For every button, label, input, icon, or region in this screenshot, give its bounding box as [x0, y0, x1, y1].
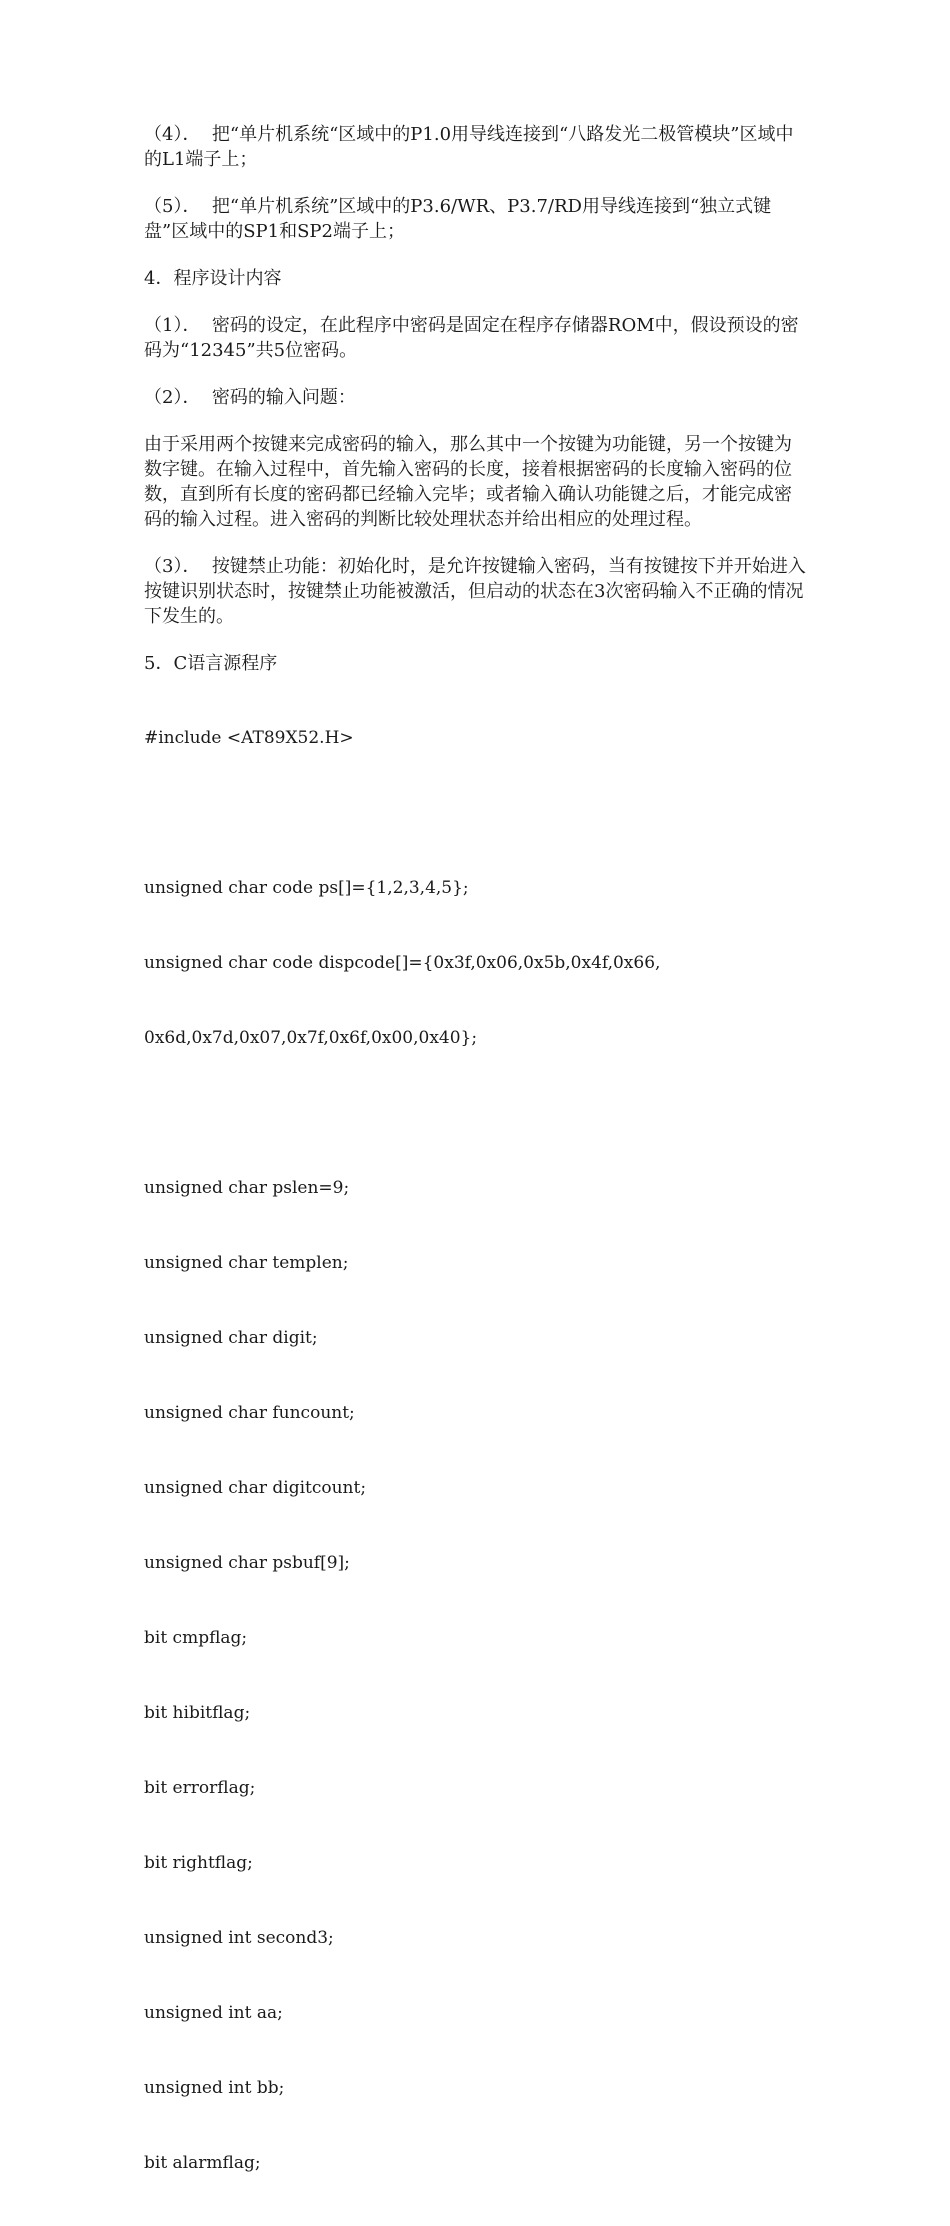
- code-line: bit alarmflag;: [144, 2153, 261, 2173]
- code-line: unsigned char pslen=9;: [144, 1178, 350, 1198]
- code-line: unsigned char funcount;: [144, 1403, 355, 1423]
- code-line: unsigned int second3;: [144, 1928, 334, 1948]
- section-5-title: 5．C语言源程序: [144, 653, 278, 674]
- code-line: unsigned char digit;: [144, 1328, 318, 1348]
- source-code-block: [144, 676, 809, 2226]
- code-line: 0x6d,0x7d,0x07,0x7f,0x6f,0x00,0x40};: [144, 1028, 478, 1048]
- key-disable-paragraph: （3）． 按键禁止功能：初始化时，是允许按键输入密码，当有按键按下并开始进入按键识别状态时，按键禁止功能被激活，但启动的状态在3次密码输入不正确的情况下发生的。: [144, 556, 806, 627]
- code-line: [144, 801, 809, 826]
- code-line: [144, 1101, 809, 1126]
- code-line: unsigned char digitcount;: [144, 1478, 367, 1498]
- code-line: unsigned int bb;: [144, 2078, 285, 2098]
- password-input-heading: （2）． 密码的输入问题：: [144, 387, 356, 408]
- code-line: unsigned int aa;: [144, 2003, 283, 2023]
- code-line: bit errorflag;: [144, 1778, 256, 1798]
- password-setting-paragraph: （1）． 密码的设定，在此程序中密码是固定在程序存储器ROM中，假设预设的密码为“12345”共5位密码。: [144, 315, 799, 361]
- code-line: unsigned char templen;: [144, 1253, 349, 1273]
- document-page: [144, 122, 809, 2226]
- password-input-description: 由于采用两个按键来完成密码的输入，那么其中一个按键为功能键，另一个按键为数字键。在输入过程中，首先输入密码的长度，接着根据密码的长度输入密码的位数，直到所有长度的密码都已经输入完毕；或者输入确认功能键之后，才能完成密码的输入过程。进入密码的判断比较处理状态并给出相应的处理过程。: [144, 434, 792, 530]
- step-4-paragraph: （4）． 把“单片机系统“区域中的P1.0用导线连接到“八路发光二极管模块”区域中的L1端子上；: [144, 124, 794, 170]
- code-line: unsigned char code ps[]={1,2,3,4,5};: [144, 878, 469, 898]
- code-line: bit rightflag;: [144, 1853, 253, 1873]
- code-line: bit hibitflag;: [144, 1703, 251, 1723]
- code-line: unsigned char code dispcode[]={0x3f,0x06,0x5b,0x4f,0x66,: [144, 953, 661, 973]
- code-line: #include <AT89X52.H>: [144, 728, 354, 748]
- code-line: bit cmpflag;: [144, 1628, 248, 1648]
- code-line: unsigned char psbuf[9];: [144, 1553, 350, 1573]
- section-4-title: 4．程序设计内容: [144, 268, 282, 289]
- step-5-paragraph: （5）． 把“单片机系统”区域中的P3.6/WR、P3.7/RD用导线连接到“独立式键盘”区域中的SP1和SP2端子上；: [144, 196, 772, 242]
